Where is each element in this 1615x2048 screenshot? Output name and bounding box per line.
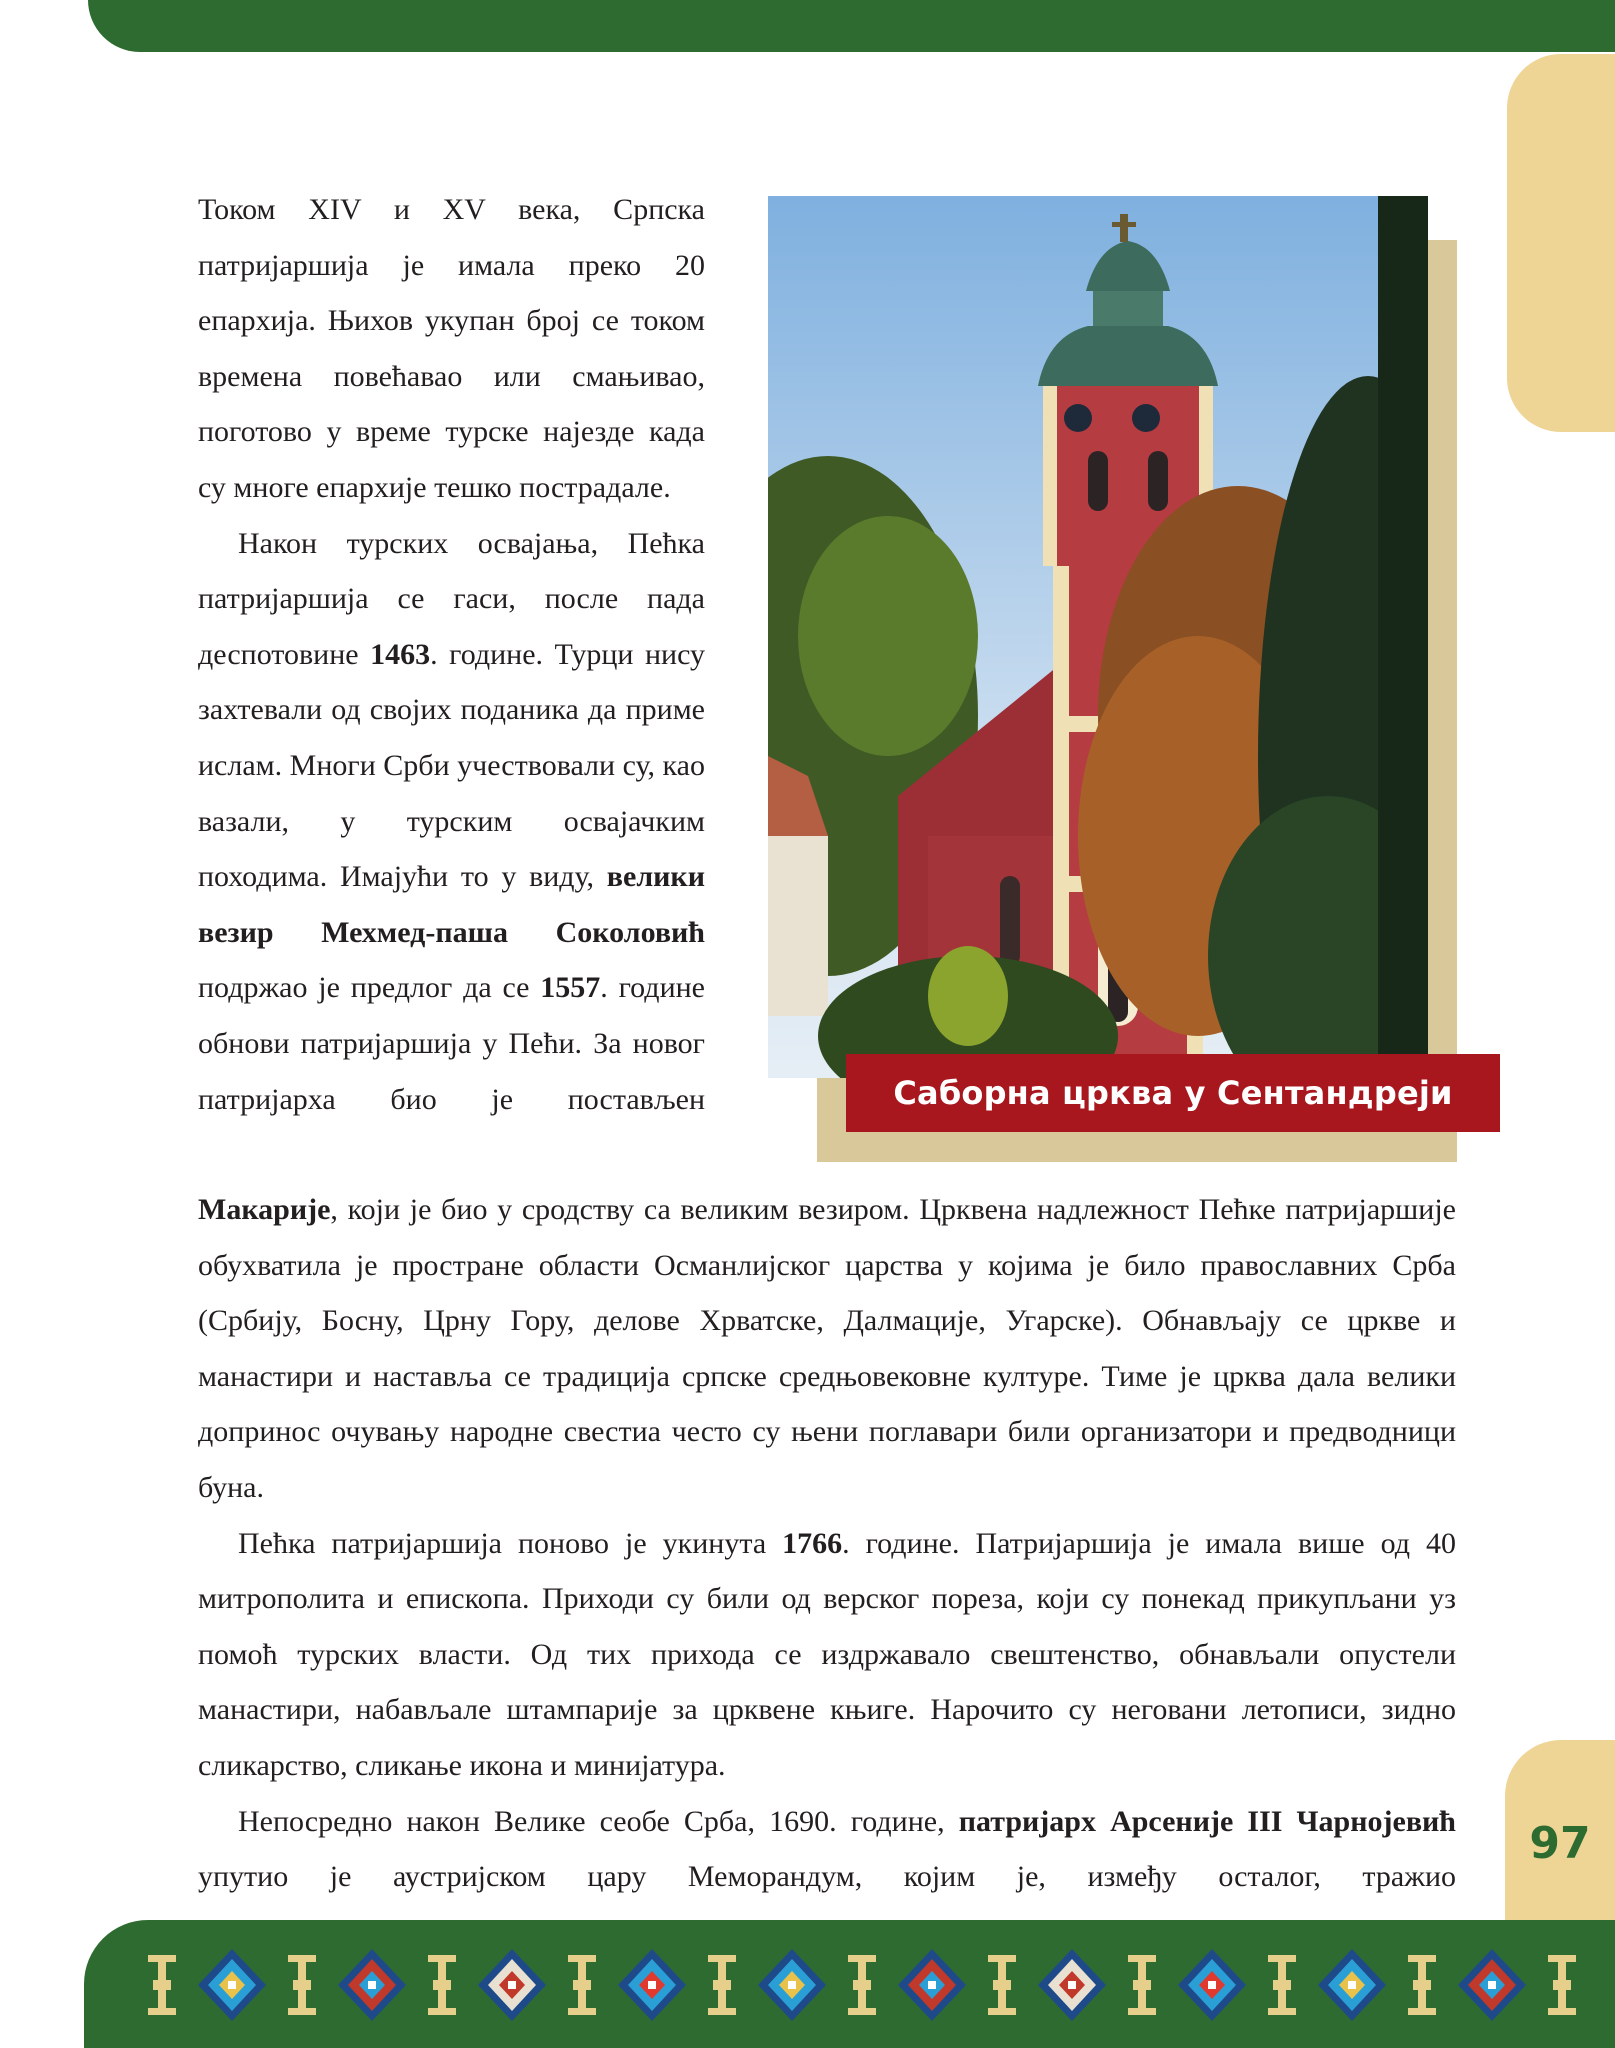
church-illustration — [768, 196, 1428, 1078]
photo-caption-box — [846, 1054, 1500, 1132]
side-tab-top — [1507, 54, 1615, 432]
paragraph-3: Пећка патријаршија поново је укинута 1766. године. Патријаршија је имала више од 40 митрополита и епископа. Приходи су били од верског пореза, који су понекад прикупљани уз помоћ турских власти. Од тих прихода се издржавало свештенство, обнављали опустели манастири, набављале штампарије за црквене књиге. Нарочито су неговани летописи, зидно сликарство, сликање икона и минијатура. — [198, 1526, 1456, 1782]
patriarch-makarije: Макарије — [198, 1193, 331, 1226]
grand-vizier-name: велики везир Мехмед-паша Соколовић — [198, 860, 705, 949]
year-1463: 1463 — [370, 637, 431, 671]
year-1766: 1766 — [782, 1526, 843, 1560]
paragraph-1: Током XIV и XV века, Српска патријаршија је имала преко 20 епархија. Њихов укупан број се током времена повећавао или смањивао, поготово у време турске најезде када су многе епархије тешко пострадале. — [198, 193, 705, 504]
photo-caption: Саборна црква у Сентандреји — [893, 1074, 1453, 1112]
year-1557: 1557 — [540, 971, 601, 1005]
paragraph-2-start: Након турских освајања, Пећка патријаршија се гаси, после пада деспотовине 1463. године. Турци нису захтевали од својих поданика да приме ислам. Многи Срби учествовали су, као вазали, у турским освајачким походима. Имајући то у виду, велики везир Мехмед-паша Соколовић подржао је предлог да се 1557. године обнови патријаршија у Пећи. За новог патријарха био је постављен — [198, 526, 705, 1116]
patriarch-arsenije: патријарх Арсеније III Чарнојевић — [958, 1804, 1456, 1838]
paragraph-2-continued: Макарије, који је био у сродству са великим везиром. Црквена надлежност Пећке патријаршије обухватила је простране области Османлијског царства у којима је било православних Срба (Србију, Босну, Црну Гору, делове Хрватске, Далмације, Угарске). Обнављају се цркве и манастири и настављa се традиција српске средњовековне културе. Тиме је црква дала велики допринос очувању народне свестиа често су њени поглавари били организатори и предводници буна. — [198, 1193, 1456, 1504]
paragraph-4: Непосредно након Велике сеобе Срба, 1690. године, патријарх Арсеније III Чарнојевић упутио је аустријском цару Меморандум, којим је, између осталог, тражио — [198, 1804, 1456, 1894]
full-width-text — [198, 1182, 1456, 1905]
left-column-text — [198, 182, 705, 1127]
top-header-band — [88, 0, 1615, 52]
church-photo — [768, 196, 1428, 1078]
folk-embroidery-pattern — [140, 1935, 1600, 2035]
page-number: 97 — [1529, 1818, 1591, 1869]
